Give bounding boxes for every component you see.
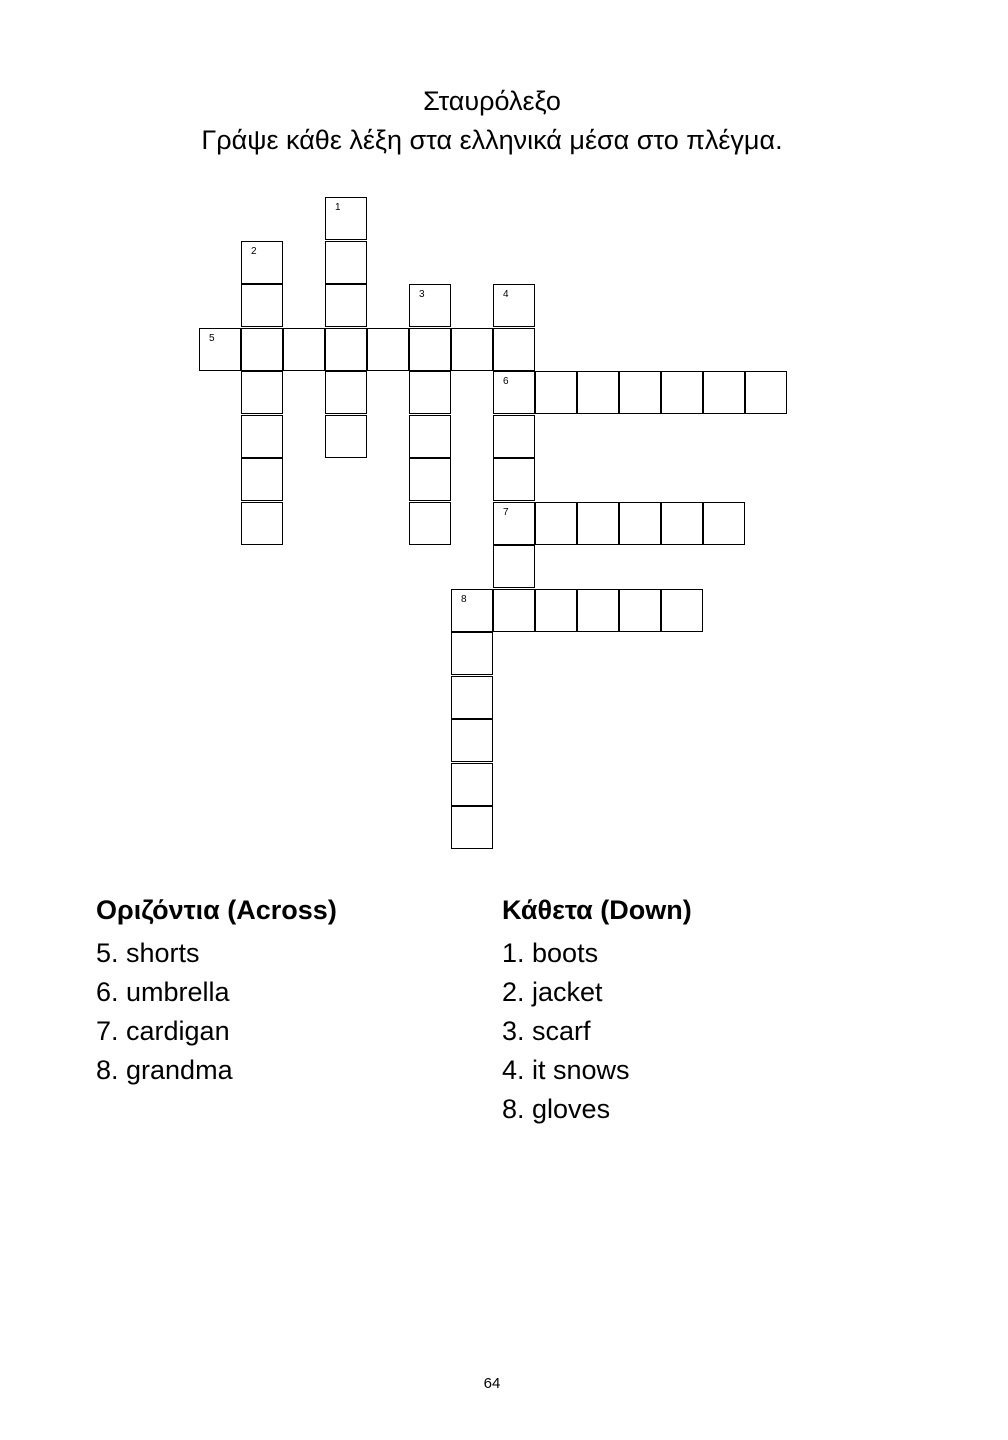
- crossword-cell[interactable]: [241, 458, 283, 501]
- down-clue: 8. gloves: [502, 1094, 611, 1124]
- crossword-cell[interactable]: [451, 763, 493, 806]
- crossword-cell[interactable]: [703, 371, 745, 414]
- crossword-cell-5[interactable]: [199, 328, 241, 371]
- crossword-cell[interactable]: [619, 589, 661, 632]
- crossword-cell[interactable]: [493, 458, 535, 501]
- crossword-cell[interactable]: [409, 371, 451, 414]
- across-clue-list: [96, 934, 233, 1090]
- crossword-cell[interactable]: [493, 589, 535, 632]
- down-clue: 4. it snows: [502, 1055, 630, 1085]
- clue-number: 3: [419, 289, 425, 300]
- crossword-cell[interactable]: [535, 589, 577, 632]
- page-number: 64: [483, 1375, 501, 1392]
- down-clue: 1. boots: [502, 938, 599, 968]
- crossword-cell[interactable]: [409, 328, 451, 371]
- crossword-cell-2[interactable]: [241, 241, 283, 284]
- crossword-cell[interactable]: [325, 328, 367, 371]
- crossword-cell[interactable]: [577, 589, 619, 632]
- crossword-cell-7[interactable]: [493, 502, 535, 545]
- across-clue: 8. grandma: [96, 1055, 233, 1085]
- down-heading: Κάθετα (Down): [502, 895, 692, 925]
- down-clue: 3. scarf: [502, 1016, 591, 1046]
- crossword-cell[interactable]: [451, 632, 493, 675]
- crossword-cell[interactable]: [283, 328, 325, 371]
- instruction-text: Γράψε κάθε λέξη στα ελληνικά μέσα στο πλέγμα.: [201, 125, 783, 155]
- crossword-cell[interactable]: [619, 502, 661, 545]
- crossword-cell[interactable]: [409, 458, 451, 501]
- crossword-cell[interactable]: [661, 502, 703, 545]
- crossword-cell-1[interactable]: [325, 197, 367, 240]
- crossword-cell[interactable]: [661, 371, 703, 414]
- across-clue: 5. shorts: [96, 938, 200, 968]
- crossword-cell[interactable]: [451, 328, 493, 371]
- crossword-cell[interactable]: [619, 371, 661, 414]
- crossword-cell-3[interactable]: [409, 284, 451, 327]
- crossword-cell[interactable]: [409, 415, 451, 458]
- crossword-cell[interactable]: [241, 415, 283, 458]
- clue-number: 7: [503, 507, 509, 518]
- clue-number: 2: [251, 246, 257, 257]
- crossword-cell-6[interactable]: [493, 371, 535, 414]
- clue-number: 1: [335, 202, 341, 213]
- crossword-cell[interactable]: [325, 371, 367, 414]
- crossword-cell-8[interactable]: [451, 589, 493, 632]
- clue-number: 6: [503, 376, 509, 387]
- crossword-cell[interactable]: [493, 415, 535, 458]
- crossword-cell[interactable]: [325, 284, 367, 327]
- down-clue: 2. jacket: [502, 977, 603, 1007]
- across-heading: Οριζόντια (Across): [96, 895, 337, 925]
- crossword-cell[interactable]: [535, 371, 577, 414]
- clue-number: 4: [503, 289, 509, 300]
- crossword-cell[interactable]: [241, 502, 283, 545]
- crossword-cell[interactable]: [745, 371, 787, 414]
- crossword-cell[interactable]: [367, 328, 409, 371]
- page-title: Σταυρόλεξο: [423, 86, 561, 116]
- crossword-cell[interactable]: [241, 328, 283, 371]
- down-clue-list: [502, 934, 630, 1129]
- crossword-cell[interactable]: [325, 241, 367, 284]
- crossword-cell[interactable]: [535, 502, 577, 545]
- crossword-cell[interactable]: [409, 502, 451, 545]
- crossword-cell[interactable]: [493, 545, 535, 588]
- across-clue: 6. umbrella: [96, 977, 230, 1007]
- crossword-cell[interactable]: [241, 284, 283, 327]
- crossword-cell[interactable]: [703, 502, 745, 545]
- crossword-cell[interactable]: [451, 676, 493, 719]
- crossword-cell[interactable]: [577, 502, 619, 545]
- crossword-cell[interactable]: [577, 371, 619, 414]
- crossword-cell[interactable]: [661, 589, 703, 632]
- crossword-cell[interactable]: [451, 719, 493, 762]
- clue-number: 8: [461, 594, 467, 605]
- crossword-cell[interactable]: [325, 415, 367, 458]
- across-clue: 7. cardigan: [96, 1016, 230, 1046]
- crossword-cell[interactable]: [451, 806, 493, 849]
- crossword-cell-4[interactable]: [493, 284, 535, 327]
- crossword-cell[interactable]: [241, 371, 283, 414]
- clue-number: 5: [209, 333, 215, 344]
- crossword-cell[interactable]: [493, 328, 535, 371]
